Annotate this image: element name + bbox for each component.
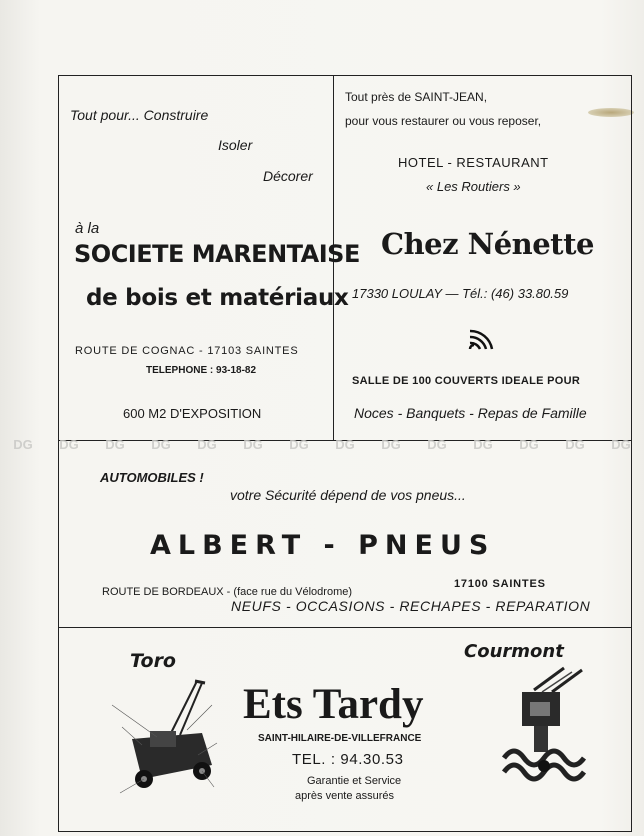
ad1-name-line1: SOCIETE MARENTAISE — [74, 240, 360, 268]
ad3-heading: AUTOMOBILES ! — [100, 470, 204, 485]
ad3-city: 17100 SAINTES — [454, 578, 546, 590]
ad3-address: ROUTE DE BORDEAUX - (face rue du Vélodrome) — [102, 586, 353, 598]
ad4-phone: TEL. : 94.30.53 — [292, 751, 404, 768]
watermark-mark: DG — [519, 436, 539, 452]
ad3-services: NEUFS - OCCASIONS - RECHAPES - REPARATION — [231, 598, 591, 614]
divider-2 — [58, 627, 632, 628]
ad1-line3: Décorer — [263, 168, 313, 184]
ad2-events: Noces - Banquets - Repas de Famille — [354, 405, 587, 421]
ad2-subname: « Les Routiers » — [426, 179, 521, 194]
frame-top — [58, 75, 632, 76]
ad2-capacity: SALLE DE 100 COUVERTS IDEALE POUR — [352, 375, 581, 387]
watermark-mark: DG — [13, 436, 33, 452]
ad4-name: Ets Tardy — [243, 681, 424, 728]
ad2-address: 17330 LOULAY — Tél.: (46) 33.80.59 — [352, 286, 569, 301]
ad1-line2: Isoler — [218, 137, 253, 153]
lawnmower-illustration — [102, 675, 237, 805]
watermark-band — [0, 424, 644, 464]
frame-bottom — [58, 831, 632, 832]
watermark-mark: DG — [243, 436, 263, 452]
ad1-phone: TELEPHONE : 93-18-82 — [146, 365, 257, 376]
watermark-mark: DG — [473, 436, 493, 452]
watermark-mark: DG — [151, 436, 171, 452]
ad4-town: SAINT-HILAIRE-DE-VILLEFRANCE — [258, 733, 422, 744]
ad4-brand-right: Courmont — [464, 641, 564, 662]
watermark-mark: DG — [289, 436, 309, 452]
ad2-intro1: Tout près de SAINT-JEAN, — [345, 90, 488, 104]
paper-stain — [588, 108, 634, 117]
ad4-guarantee1: Garantie et Service — [307, 775, 402, 787]
watermark-mark: DG — [427, 436, 447, 452]
ad1-line1: Tout pour... Construire — [70, 107, 209, 123]
watermark-mark: DG — [381, 436, 401, 452]
ad4-brand-left: Toro — [130, 650, 176, 672]
watermark-mark: DG — [59, 436, 79, 452]
ad4-guarantee2: après vente assurés — [295, 790, 395, 802]
ad1-prefix: à la — [75, 220, 100, 237]
ad3-name: ALBERT - PNEUS — [150, 530, 496, 561]
watermark-mark: DG — [611, 436, 631, 452]
ad1-exposition: 600 M2 D'EXPOSITION — [123, 406, 262, 421]
logo-arcs-icon — [466, 323, 494, 351]
ad1-address: ROUTE DE COGNAC - 17103 SAINTES — [75, 345, 299, 357]
ad3-slogan: votre Sécurité dépend de vos pneus... — [230, 487, 466, 503]
watermark-mark: DG — [197, 436, 217, 452]
ad2-name: Chez Nénette — [381, 227, 594, 261]
watermark-mark: DG — [335, 436, 355, 452]
ad1-name-line2: de bois et matériaux — [86, 285, 349, 311]
ad2-category: HOTEL - RESTAURANT — [398, 155, 549, 170]
watermark-mark: DG — [565, 436, 585, 452]
watermark-mark: DG — [105, 436, 125, 452]
ad2-intro2: pour vous restaurer ou vous reposer, — [345, 114, 542, 128]
cultivator-illustration — [494, 662, 606, 802]
